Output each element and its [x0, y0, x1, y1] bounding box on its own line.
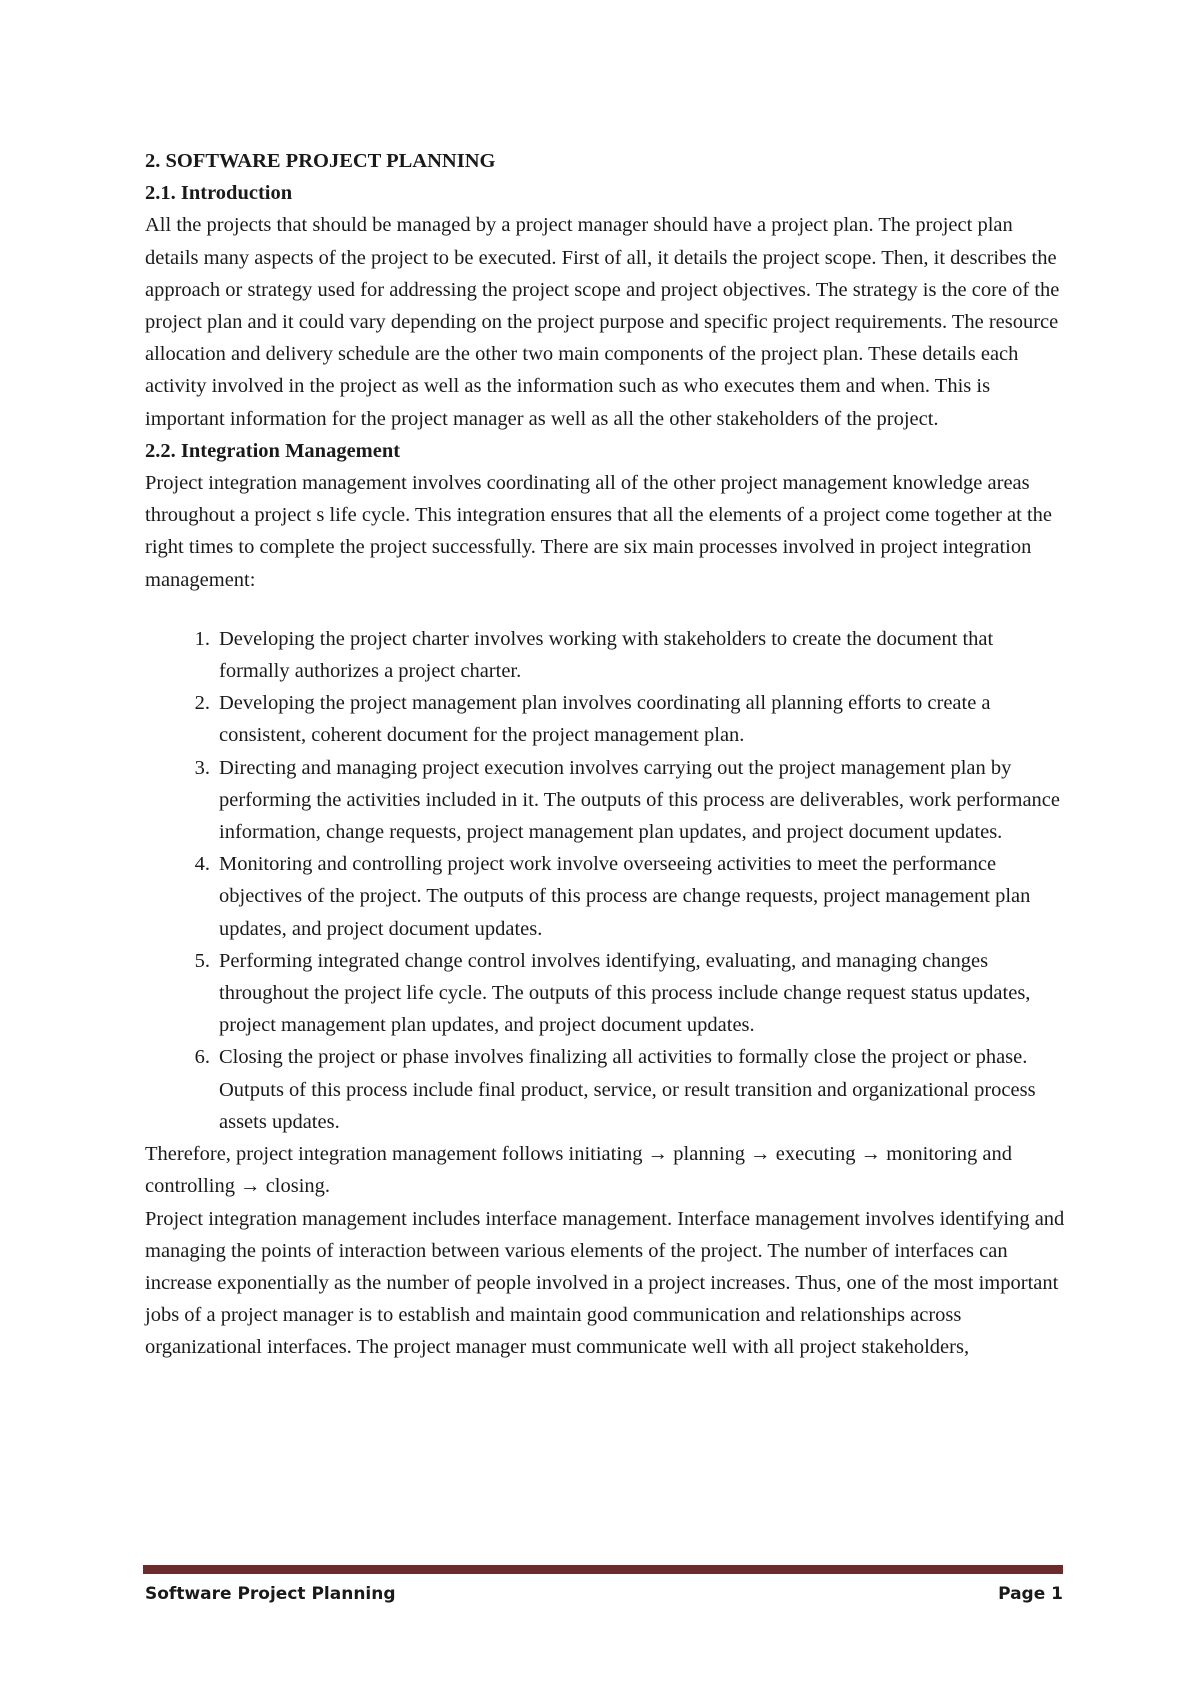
list-item-text: Developing the project charter involves working with stakeholders to create the document that formally authorizes a project charter. — [219, 627, 994, 683]
list-item — [194, 848, 1065, 945]
list-item-text: Developing the project management plan involves coordinating all planning efforts to create a consistent, coherent document for the project management plan. — [219, 692, 991, 747]
list-item — [194, 752, 1065, 849]
list-item-number: 5. — [194, 949, 210, 972]
list-item-number: 1. — [194, 627, 210, 650]
list-item-text: Directing and managing project execution involves carrying out the project management plan by performing the activities included in it. The outputs of this process are deliverables, work performance information, change requests, project management plan updates, and project document updates. — [219, 756, 1061, 844]
introduction-paragraph: All the projects that should be managed by a project manager should have a project plan. The project plan details many aspects of the project to be executed. First of all, it details the project scope. Then, it describes the approach or strategy used for addressing the project scope and project objectives. The strategy is the core of the project plan and it could vary depending on the project purpose and specific project requirements. The resource allocation and delivery schedule are the other two main components of the project plan. These details each activity involved in the project as well as the information such as who executes them and when. This is important information for the project manager as well as all the other stakeholders of the project. — [145, 214, 1060, 430]
page-body — [145, 145, 1065, 1364]
page-footer — [145, 1584, 1063, 1604]
document-title: 2. SOFTWARE PROJECT PLANNING — [145, 150, 496, 172]
list-item-number: 3. — [194, 756, 210, 779]
integration-paragraph: Project integration management involves coordinating all of the other project management knowledge areas throughout a project s life cycle. This integration ensures that all the elements of a project come together at the right times to complete the project successfully. There are six main processes involved in project integration management: — [145, 472, 1053, 591]
list-item-text: Closing the project or phase involves finalizing all activities to formally close the project or phase. Outputs of this process include final product, service, or result transition and organizational process assets updates. — [219, 1046, 1036, 1133]
list-item-number: 6. — [194, 1046, 210, 1069]
list-item — [194, 687, 1065, 751]
section-heading-introduction: 2.1. Introduction — [145, 182, 293, 205]
list-item-number: 4. — [194, 853, 210, 876]
integration-process-list — [145, 623, 1065, 1138]
list-item-text: Monitoring and controlling project work involve overseeing activities to meet the performance objectives of the project. The outputs of this process are change requests, project management plan updates, and project document updates. — [219, 853, 1031, 940]
lifecycle-paragraph: Therefore, project integration management follows initiating → planning → executing → monitoring and controlling → closing. — [145, 1143, 1013, 1198]
footer-page-number: Page 1 — [998, 1584, 1063, 1604]
list-item-text: Performing integrated change control involves identifying, evaluating, and managing changes throughout the project life cycle. The outputs of this process include change request status updates, project management plan updates, and project document updates. — [219, 949, 1031, 1037]
footer-document-title: Software Project Planning — [145, 1584, 396, 1604]
interface-management-paragraph: Project integration management includes interface management. Interface management involves identifying and managing the points of interaction between various elements of the project. The number of interfaces can increase exponentially as the number of people involved in a project increases. Thus, one of the most important jobs of a project manager is to establish and maintain good communication and relationships across organizational interfaces. The project manager must communicate well with all project stakeholders, — [145, 1207, 1065, 1359]
list-item — [194, 1041, 1065, 1138]
section-heading-integration-management: 2.2. Integration Management — [145, 439, 401, 462]
footer-divider — [143, 1565, 1063, 1574]
list-item — [194, 623, 1065, 687]
list-item — [194, 945, 1065, 1042]
list-item-number: 2. — [194, 692, 210, 715]
